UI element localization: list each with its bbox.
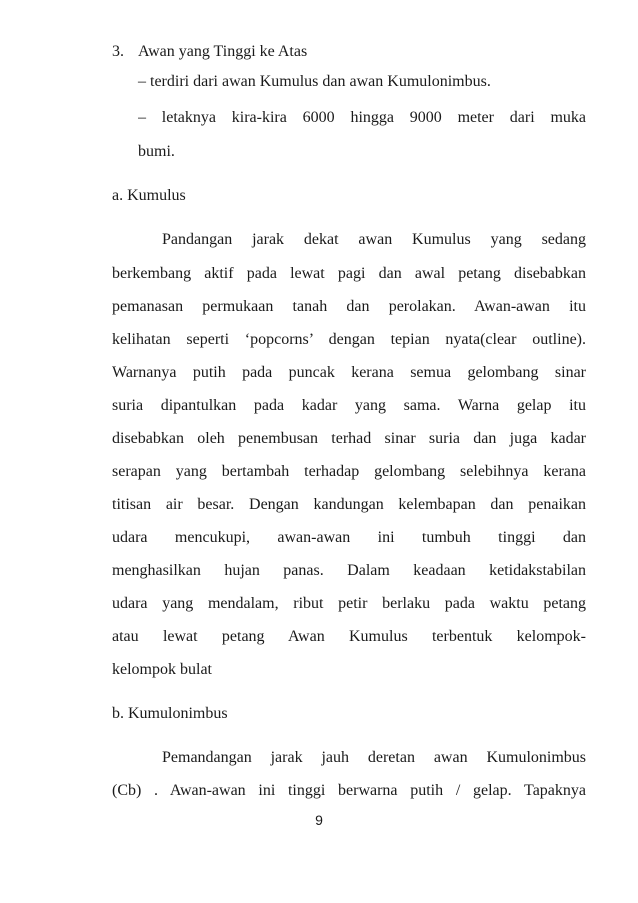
section-a-line: berkembang aktif pada lewat pagi dan awal petang disebabkan	[112, 265, 586, 282]
item-number: 3.	[112, 43, 124, 60]
section-a-line: suria dipantulkan pada kadar yang sama. Warna gelap itu	[112, 397, 586, 414]
section-a-line: pemanasan permukaan tanah dan perolakan. Awan-awan itu	[112, 298, 586, 315]
section-a-line: atau lewat petang Awan Kumulus terbentuk kelompok-	[112, 628, 586, 645]
section-a-line: serapan yang bertambah terhadap gelombang selebihnya kerana	[112, 463, 586, 480]
section-a-line: menghasilkan hujan panas. Dalam keadaan ketidakstabilan	[112, 562, 586, 579]
section-a-line: udara mencukupi, awan-awan ini tumbuh tinggi dan	[112, 529, 586, 546]
section-a-line: Warnanya putih pada puncak kerana semua gelombang sinar	[112, 364, 586, 381]
section-a-line: titisan air besar. Dengan kandungan kelembapan dan penaikan	[112, 496, 586, 513]
section-a-line: Pandangan jarak dekat awan Kumulus yang sedang	[162, 231, 586, 248]
section-a-line: udara yang mendalam, ribut petir berlaku pada waktu petang	[112, 595, 586, 612]
section-a-line: kelihatan seperti ‘popcorns’ dengan tepian nyata(clear outline).	[112, 331, 586, 348]
section-a-line: kelompok bulat	[112, 661, 212, 678]
section-b-heading: b. Kumulonimbus	[112, 705, 228, 722]
section-b-line: (Cb) . Awan-awan ini tinggi berwarna putih / gelap. Tapaknya	[112, 782, 586, 799]
item-bullet-2-line-2: bumi.	[138, 143, 175, 160]
section-b-line: Pemandangan jarak jauh deretan awan Kumulonimbus	[162, 749, 586, 766]
section-a-heading: a. Kumulus	[112, 187, 186, 204]
section-a-line: disebabkan oleh penembusan terhad sinar suria dan juga kadar	[112, 430, 586, 447]
item-bullet-2-line-1: – letaknya kira-kira 6000 hingga 9000 meter dari muka	[138, 109, 586, 126]
page-number: 9	[315, 812, 323, 828]
item-bullet-1: – terdiri dari awan Kumulus dan awan Kumulonimbus.	[138, 73, 491, 90]
item-title: Awan yang Tinggi ke Atas	[138, 43, 308, 60]
